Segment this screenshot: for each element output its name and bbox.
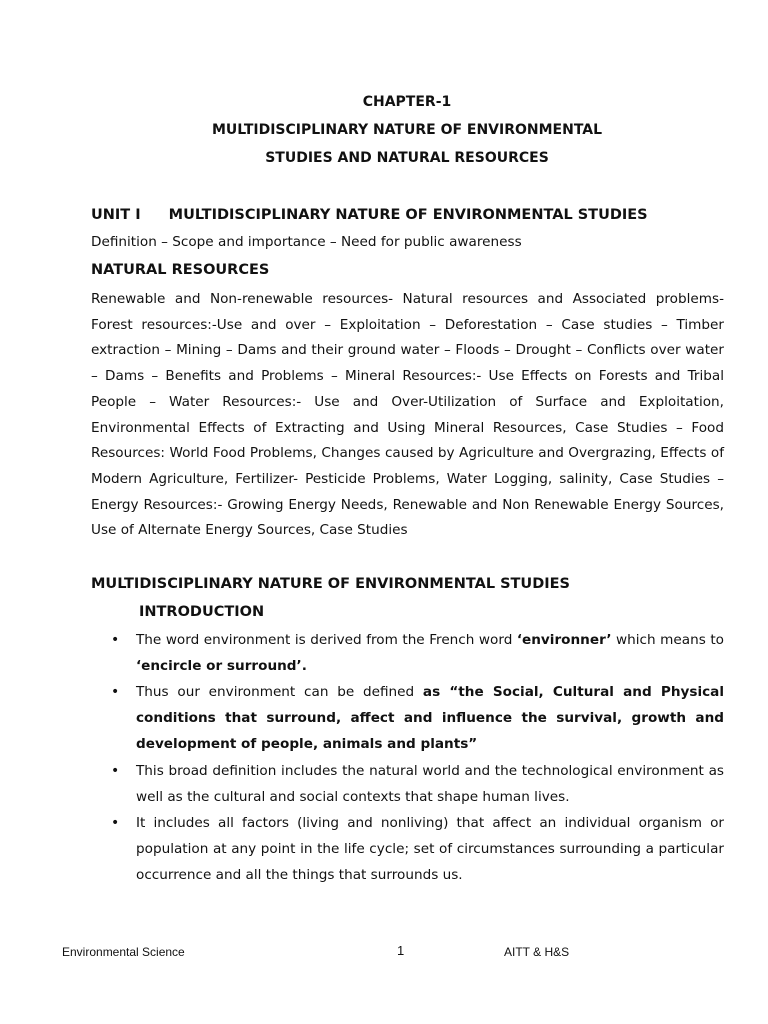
chapter-title-line-2: STUDIES AND NATURAL RESOURCES bbox=[265, 150, 549, 166]
bullet-icon: • bbox=[111, 632, 120, 648]
list-item: • This broad definition includes the natural world and the technological environment as well as the cultural and social contexts that shape human lives. bbox=[111, 758, 724, 810]
list-item: • Thus our environment can be defined as “the Social, Cultural and Physical conditions that surround, affect and influence the survival, growth and development of people, animals and plants” bbox=[111, 679, 724, 758]
unit-heading bbox=[91, 207, 648, 223]
introduction-bullet-list bbox=[111, 627, 724, 888]
meaning: ‘encircle or surround’. bbox=[136, 658, 307, 674]
environment-definition: as “the Social, Cultural and Physical conditions that surround, affect and influence the survival, growth and development of people, animals and plants” bbox=[136, 684, 724, 752]
natural-resources-body: Renewable and Non-renewable resources- Natural resources and Associated problems- Forest resources:-Use and over – Exploitation – Deforestation – Case studies – Timber extraction – Mining – Dams and their ground water – Floods – Drought – Conflicts over water – Dams – Benefits and Problems – Mineral Resources:- Use Effects on Forests and Tribal People – Water Resources:- Use and Over-Utilization of Surface and Exploitation, Environmental Effects of Extracting and Using Mineral Resources, Case Studies – Food Resources: World Food Problems, Changes caused by Agriculture and Overgrazing, Effects of Modern Agriculture, Fertilizer- Pesticide Problems, Water Logging, salinity, Case Studies – Energy Resources:- Growing Energy Needs, Renewable and Non Renewable Energy Sources, Use of Alternate Energy Sources, Case Studies bbox=[91, 291, 724, 539]
page-number: 1 bbox=[397, 943, 405, 958]
list-item: • The word environment is derived from the French word ‘environner’ which means to ‘encircle or surround’. bbox=[111, 627, 724, 679]
list-item: • It includes all factors (living and nonliving) that affect an individual organism or population at any point in the life cycle; set of circumstances surrounding a particular occurrence and all the things that surrounds us. bbox=[111, 810, 724, 888]
bullet-icon: • bbox=[111, 684, 120, 700]
natural-resources-heading: NATURAL RESOURCES bbox=[91, 262, 270, 278]
bullet-icon: • bbox=[111, 763, 120, 779]
footer-left: Environmental Science bbox=[62, 945, 185, 959]
bullet-icon: • bbox=[111, 815, 120, 831]
section-heading: MULTIDISCIPLINARY NATURE OF ENVIRONMENTAL STUDIES bbox=[91, 576, 570, 592]
unit-title: MULTIDISCIPLINARY NATURE OF ENVIRONMENTAL STUDIES bbox=[168, 207, 648, 223]
chapter-label: CHAPTER-1 bbox=[362, 94, 452, 110]
chapter-title-line-1: MULTIDISCIPLINARY NATURE OF ENVIRONMENTAL bbox=[211, 122, 603, 138]
footer-right: AITT & H&S bbox=[504, 945, 570, 959]
unit-topics: Definition – Scope and importance – Need for public awareness bbox=[91, 234, 522, 250]
french-word: ‘environner’ bbox=[516, 632, 612, 648]
introduction-heading: INTRODUCTION bbox=[139, 604, 265, 620]
unit-label: UNIT I bbox=[91, 207, 141, 223]
